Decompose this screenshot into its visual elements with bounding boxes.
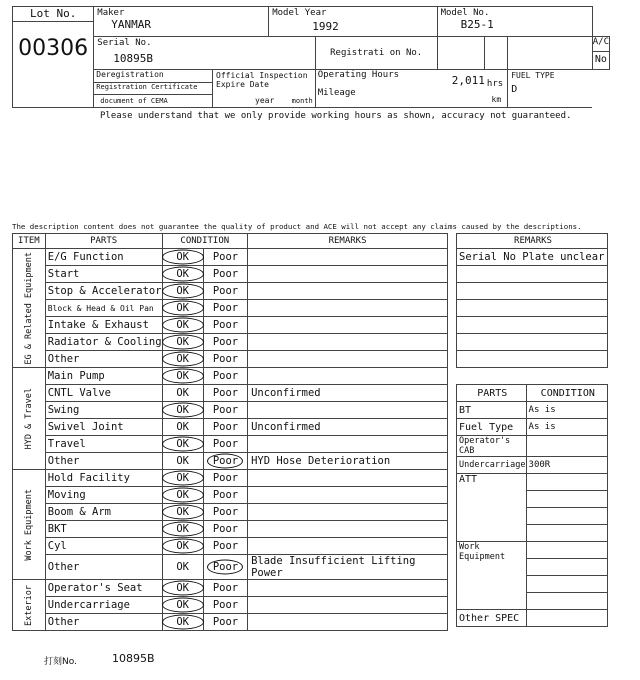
table-row bbox=[13, 266, 448, 283]
other-spec-label: Other SPEC bbox=[457, 610, 527, 627]
ok-circle bbox=[162, 335, 204, 350]
ok-mark: OK bbox=[162, 351, 203, 368]
hrs-unit: hrs bbox=[486, 78, 504, 89]
poor-mark: Poor bbox=[203, 334, 247, 351]
ok-circle bbox=[162, 505, 204, 520]
poor-circle bbox=[207, 454, 243, 469]
ok-circle bbox=[162, 437, 204, 452]
poor-mark: Poor bbox=[203, 402, 247, 419]
remark bbox=[248, 317, 448, 334]
ok-circle bbox=[162, 267, 204, 282]
side-remarks-table bbox=[456, 233, 608, 368]
remark bbox=[248, 351, 448, 368]
side-condition: As is bbox=[526, 402, 607, 419]
cema-label: document of CEMA bbox=[100, 96, 168, 105]
ok-circle bbox=[162, 539, 204, 554]
poor-mark: Poor bbox=[203, 555, 247, 580]
ok-mark: OK bbox=[162, 555, 203, 580]
hours-value: 2,011 bbox=[451, 73, 485, 87]
reg-cert-label: Registration Certificate bbox=[94, 83, 212, 95]
ok-mark: OK bbox=[162, 597, 203, 614]
remark: HYD Hose Deterioration bbox=[248, 453, 448, 470]
poor-mark: Poor bbox=[203, 453, 247, 470]
remark bbox=[248, 614, 448, 631]
serial-label: Serial No. bbox=[97, 38, 152, 49]
poor-mark: Poor bbox=[203, 614, 247, 631]
remark: Blade Insufficient Lifting Power bbox=[248, 555, 448, 580]
poor-mark: Poor bbox=[203, 368, 247, 385]
remark: Unconfirmed bbox=[248, 419, 448, 436]
table-row bbox=[13, 249, 448, 266]
part-name: Other bbox=[45, 614, 162, 631]
remark: Unconfirmed bbox=[248, 385, 448, 402]
remark bbox=[248, 334, 448, 351]
ok-mark: OK bbox=[162, 436, 203, 453]
side-condition bbox=[526, 436, 607, 457]
lot-cell bbox=[13, 7, 94, 108]
part-name: E/G Function bbox=[45, 249, 162, 266]
side-part: Operator's CAB bbox=[457, 436, 527, 457]
model-year-cell bbox=[269, 7, 437, 37]
work-equipment-label: Work Equipment bbox=[457, 542, 527, 610]
ok-circle bbox=[162, 471, 204, 486]
footer-label: 打刻No. bbox=[44, 657, 77, 667]
model-no-cell bbox=[437, 7, 592, 37]
ok-circle bbox=[162, 369, 204, 384]
remark bbox=[248, 504, 448, 521]
group-label: EG & Related Equipment bbox=[13, 249, 46, 368]
remark bbox=[248, 283, 448, 300]
ok-circle bbox=[162, 598, 204, 613]
table-row bbox=[13, 555, 448, 580]
side-remark bbox=[457, 266, 608, 283]
ok-mark: OK bbox=[162, 249, 203, 266]
table-row bbox=[13, 283, 448, 300]
lot-label: Lot No. bbox=[13, 7, 93, 22]
part-name: Operator's Seat bbox=[45, 580, 162, 597]
part-name: Boom & Arm bbox=[45, 504, 162, 521]
model-year-value: 1992 bbox=[312, 20, 339, 33]
reg-box-3 bbox=[508, 37, 593, 69]
inspection-table bbox=[12, 233, 448, 631]
side-part: BT bbox=[457, 402, 527, 419]
ok-mark: OK bbox=[162, 283, 203, 300]
maker-label: Maker bbox=[97, 8, 125, 18]
table-row bbox=[13, 317, 448, 334]
side-remark bbox=[457, 334, 608, 351]
ok-mark: OK bbox=[162, 580, 203, 597]
part-name: Intake & Exhaust bbox=[45, 317, 162, 334]
ac-cell bbox=[592, 37, 609, 69]
ok-mark: OK bbox=[162, 368, 203, 385]
ok-mark: OK bbox=[162, 334, 203, 351]
part-name: Swivel Joint bbox=[45, 419, 162, 436]
remark bbox=[248, 300, 448, 317]
side-remark bbox=[457, 283, 608, 300]
ok-circle bbox=[162, 488, 204, 503]
side-part: Undercarriage bbox=[457, 457, 527, 474]
poor-mark: Poor bbox=[203, 538, 247, 555]
side-remark bbox=[457, 317, 608, 334]
part-name: Stop & Accelerator bbox=[45, 283, 162, 300]
ok-circle bbox=[162, 522, 204, 537]
ok-mark: OK bbox=[162, 504, 203, 521]
part-name: Other bbox=[45, 555, 162, 580]
poor-mark: Poor bbox=[203, 504, 247, 521]
table-row bbox=[13, 614, 448, 631]
header-table bbox=[12, 6, 610, 108]
remarks2-header: REMARKS bbox=[457, 234, 608, 249]
poor-mark: Poor bbox=[203, 317, 247, 334]
ok-circle bbox=[162, 581, 204, 596]
maker-cell bbox=[94, 7, 269, 37]
ok-mark: OK bbox=[162, 385, 203, 402]
table-row bbox=[13, 368, 448, 385]
part-name: Radiator & Cooling bbox=[45, 334, 162, 351]
ok-circle bbox=[162, 284, 204, 299]
part-name: Other bbox=[45, 453, 162, 470]
table-row bbox=[13, 580, 448, 597]
part-name: Moving bbox=[45, 487, 162, 504]
remark bbox=[248, 402, 448, 419]
fuel-value: D bbox=[511, 83, 518, 95]
year-label: year bbox=[255, 96, 275, 105]
hours-cell bbox=[315, 69, 507, 107]
remark bbox=[248, 487, 448, 504]
part-name: Start bbox=[45, 266, 162, 283]
remarks-header: REMARKS bbox=[248, 234, 448, 249]
poor-mark: Poor bbox=[203, 470, 247, 487]
poor-mark: Poor bbox=[203, 419, 247, 436]
table-row bbox=[13, 538, 448, 555]
model-no-label: Model No. bbox=[440, 8, 490, 18]
side-parts-table bbox=[456, 384, 608, 627]
part-name: Undercarriage bbox=[45, 597, 162, 614]
group-label: Exterior bbox=[13, 580, 46, 631]
ok-circle bbox=[162, 352, 204, 367]
side-condition: As is bbox=[526, 419, 607, 436]
side-remark bbox=[457, 300, 608, 317]
table-row bbox=[13, 419, 448, 436]
remark bbox=[248, 266, 448, 283]
side-part: Fuel Type bbox=[457, 419, 527, 436]
ac-value: No bbox=[594, 54, 607, 66]
reg-box-2 bbox=[485, 37, 508, 69]
group-label: HYD & Travel bbox=[13, 368, 46, 470]
km-unit: km bbox=[491, 94, 502, 104]
table-row bbox=[13, 334, 448, 351]
lot-number: 00306 bbox=[18, 36, 89, 61]
table-row bbox=[13, 504, 448, 521]
registration-label: Registrati on No. bbox=[315, 37, 437, 69]
remark bbox=[248, 521, 448, 538]
table-row bbox=[13, 453, 448, 470]
poor-mark: Poor bbox=[203, 597, 247, 614]
maker-value: YANMAR bbox=[111, 18, 152, 31]
inspection-label: Official Inspection Expire Date bbox=[216, 70, 308, 89]
part-name: CNTL Valve bbox=[45, 385, 162, 402]
ok-mark: OK bbox=[162, 266, 203, 283]
ok-mark: OK bbox=[162, 419, 203, 436]
remark bbox=[248, 368, 448, 385]
fuel-label: FUEL TYPE bbox=[511, 70, 555, 80]
condition-header: CONDITION bbox=[162, 234, 248, 249]
ok-mark: OK bbox=[162, 538, 203, 555]
part-name: Other bbox=[45, 351, 162, 368]
side-condition: 300R bbox=[526, 457, 607, 474]
ok-mark: OK bbox=[162, 614, 203, 631]
table-row bbox=[13, 436, 448, 453]
disclaimer: The description content does not guarantee the quality of product and ACE will not accept any claims caused by the descriptions. bbox=[12, 222, 582, 231]
parts-header: PARTS bbox=[45, 234, 162, 249]
ok-circle bbox=[162, 301, 204, 316]
hours-label: Operating Hours bbox=[317, 69, 400, 80]
poor-mark: Poor bbox=[203, 351, 247, 368]
part-name: Main Pump bbox=[45, 368, 162, 385]
group-label: Work Equipment bbox=[13, 470, 46, 580]
poor-mark: Poor bbox=[203, 487, 247, 504]
remark bbox=[248, 597, 448, 614]
poor-mark: Poor bbox=[203, 266, 247, 283]
table-row bbox=[13, 300, 448, 317]
fuel-cell bbox=[508, 69, 593, 107]
deregistration-label: Deregistration bbox=[94, 70, 212, 83]
part-name: Swing bbox=[45, 402, 162, 419]
item-header: ITEM bbox=[13, 234, 46, 249]
reg-box-1 bbox=[437, 37, 485, 69]
part-name: Cyl bbox=[45, 538, 162, 555]
model-no-value: B25-1 bbox=[460, 18, 494, 31]
table-row bbox=[13, 521, 448, 538]
ok-circle bbox=[162, 403, 204, 418]
poor-mark: Poor bbox=[203, 436, 247, 453]
poor-circle bbox=[207, 560, 243, 575]
poor-mark: Poor bbox=[203, 300, 247, 317]
remark bbox=[248, 249, 448, 266]
att-label: ATT bbox=[457, 474, 527, 542]
ok-circle bbox=[162, 318, 204, 333]
remark bbox=[248, 470, 448, 487]
side-condition-header: CONDITION bbox=[526, 385, 607, 402]
part-name: Block & Head & Oil Pan bbox=[45, 300, 162, 317]
month-label: month bbox=[291, 97, 313, 105]
ok-mark: OK bbox=[162, 317, 203, 334]
ok-mark: OK bbox=[162, 453, 203, 470]
serial-value: 10895B bbox=[113, 52, 154, 66]
ok-mark: OK bbox=[162, 521, 203, 538]
poor-mark: Poor bbox=[203, 580, 247, 597]
table-row bbox=[13, 487, 448, 504]
ok-circle bbox=[162, 250, 204, 265]
side-remark: Serial No Plate unclear bbox=[457, 249, 608, 266]
side-remark bbox=[457, 351, 608, 368]
model-year-label: Model Year bbox=[272, 8, 327, 18]
table-row bbox=[13, 402, 448, 419]
ok-circle bbox=[162, 615, 204, 630]
table-row bbox=[13, 351, 448, 368]
part-name: BKT bbox=[45, 521, 162, 538]
hours-notice: Please understand that we only provide working hours as shown, accuracy not guaranteed. bbox=[100, 111, 572, 121]
part-name: Hold Facility bbox=[45, 470, 162, 487]
ok-mark: OK bbox=[162, 487, 203, 504]
mileage-label: Mileage bbox=[317, 87, 356, 98]
footer-value: 10895B bbox=[112, 652, 155, 665]
ac-label: A/C bbox=[593, 37, 609, 52]
remark bbox=[248, 580, 448, 597]
ok-mark: OK bbox=[162, 402, 203, 419]
ok-mark: OK bbox=[162, 470, 203, 487]
remark bbox=[248, 538, 448, 555]
side-parts-header: PARTS bbox=[457, 385, 527, 402]
poor-mark: Poor bbox=[203, 521, 247, 538]
poor-mark: Poor bbox=[203, 385, 247, 402]
poor-mark: Poor bbox=[203, 249, 247, 266]
deregistration-cell bbox=[94, 69, 213, 107]
inspection-cell bbox=[213, 69, 316, 107]
table-row bbox=[13, 385, 448, 402]
poor-mark: Poor bbox=[203, 283, 247, 300]
table-row bbox=[13, 470, 448, 487]
remark bbox=[248, 436, 448, 453]
serial-cell bbox=[94, 37, 315, 69]
table-row bbox=[13, 597, 448, 614]
part-name: Travel bbox=[45, 436, 162, 453]
ok-mark: OK bbox=[162, 300, 203, 317]
